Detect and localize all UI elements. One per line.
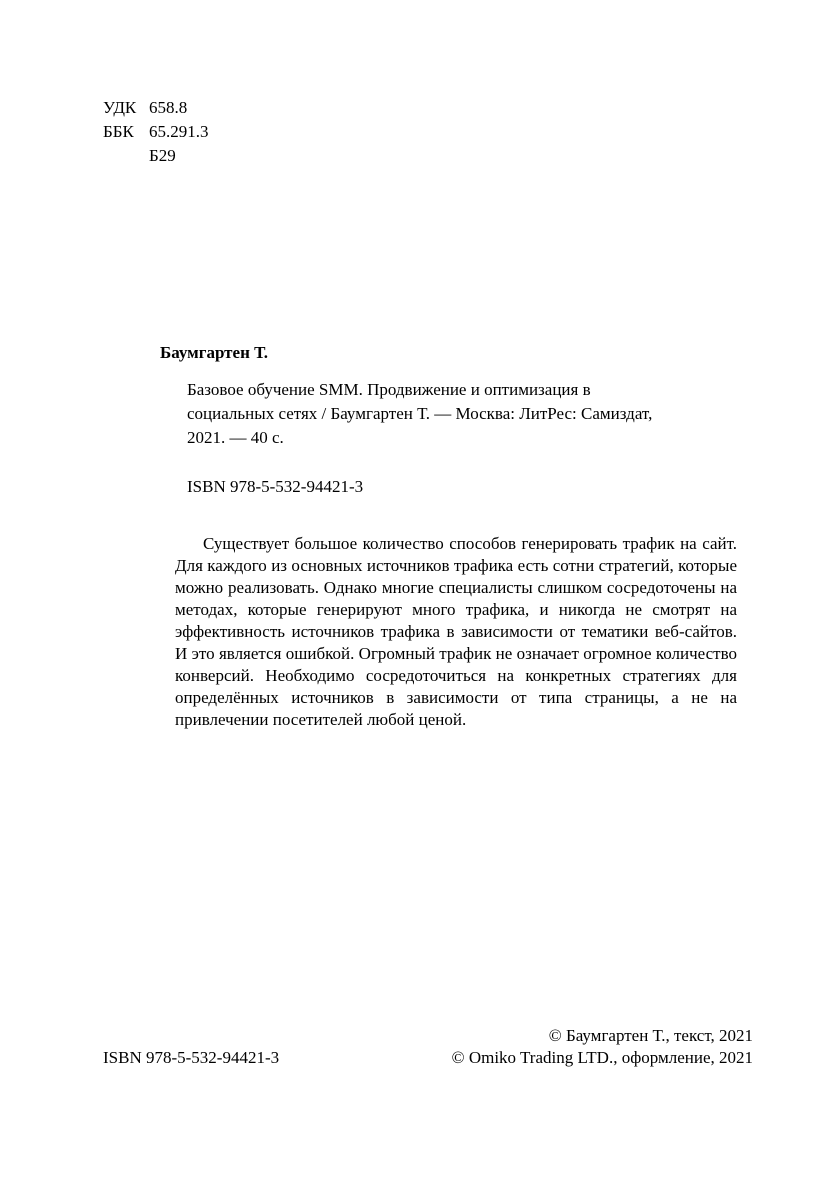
copyright-design: © Omiko Trading LTD., оформление, 2021: [451, 1048, 753, 1067]
udk-label: УДК: [103, 98, 137, 117]
author-sign-value: Б29: [149, 146, 176, 165]
bbk-value: 65.291.3: [149, 122, 209, 141]
author-heading: Баумгартен Т.: [160, 343, 269, 362]
bibliographic-description: Базовое обучение SMM. Продвижение и оптимизация в социальных сетях / Баумгартен Т. — Москва: ЛитРес: Самиздат, 2021. — 40 с.: [187, 380, 653, 447]
annotation: Существует большое количество способов генерировать трафик на сайт. Для каждого из основных источников трафика есть сотни стратегий, которые можно реализовать. Однако многие специалисты слишком сосредоточены на методах, которые генерируют много трафика, и никогда не смотрят на эффективность источников трафика в зависимости от тематики веб-сайтов. И это является ошибкой. Огромный трафик не означает огромное количество конверсий. Необходимо сосредоточиться на конкретных стратегиях для определённых источников в зависимости от типа страницы, а не на привлечении посетителей любой ценой.: [175, 534, 737, 729]
udk-row: [103, 96, 209, 120]
footer-isbn: ISBN 978-5-532-94421-3: [103, 1048, 280, 1067]
copyright-text: © Баумгартен Т., текст, 2021: [548, 1026, 753, 1045]
isbn: ISBN 978-5-532-94421-3: [187, 477, 364, 496]
copyright-block: [452, 1025, 753, 1069]
bbk-row: [103, 120, 209, 144]
bbk-label: ББК: [103, 122, 134, 141]
udk-value: 658.8: [149, 98, 188, 117]
classification-block: [103, 96, 209, 168]
author-sign-label: [103, 144, 149, 168]
author-sign-row: [103, 144, 209, 168]
